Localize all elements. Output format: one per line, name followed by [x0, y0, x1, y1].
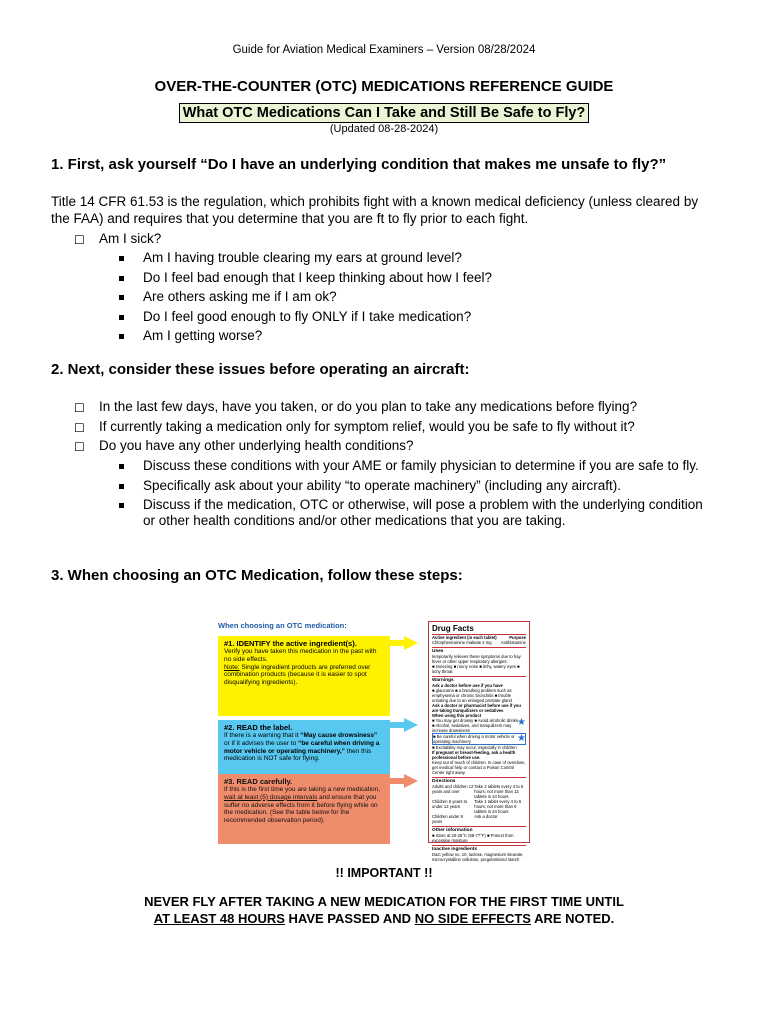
- section1-paragraph: Title 14 CFR 61.53 is the regulation, which prohibits fight with a known medical deficiency (unless cleared by the FAA) and requires that you determine that you are ft to fly prior to each fight.: [51, 194, 699, 226]
- ask-pharmacist: Ask a doctor or pharmacist before use if you are taking tranquilizers or sedatives: [432, 703, 521, 713]
- step1-note-label: Note:: [224, 663, 240, 671]
- square-bullet-icon: [119, 315, 124, 320]
- when-using-item: ■ Alcohol, sedatives, and tranquilizers may increase drowsiness: [432, 723, 512, 733]
- when-using-item: ■ Excitability may occur, especially in children: [432, 745, 517, 750]
- step1-note: Note: Single ingredient products are preferred over combination products (because it is easier to spot disqualifying ingredients).: [224, 663, 371, 687]
- directions-row: Children under 6 years Ask a doctor: [432, 814, 498, 824]
- step1-text: Verify you have taken this medication in the past with no side effects.: [224, 648, 377, 663]
- bullet-item: Am I having trouble clearing my ears at ground level?: [118, 250, 718, 266]
- bullet-item: Discuss these conditions with your AME or family physician to determine if you are safe to fly.: [118, 458, 703, 474]
- warnings-section: Warnings: [432, 676, 526, 683]
- arrow-right-icon: [404, 636, 418, 650]
- drug-facts-label: [428, 621, 530, 862]
- checkbox-icon: ☐: [74, 440, 85, 454]
- section2-bullets: [118, 458, 703, 529]
- pregnant-warning: If pregnant or breast-feeding, ask a health professional before use.: [432, 750, 516, 760]
- step2-title: #2. READ the label.: [224, 723, 293, 732]
- ask-doctor: Ask a doctor before use if you have: [432, 683, 503, 688]
- active-ingredient-row: Active ingredient (in each tablet) Purpose: [432, 635, 526, 640]
- subtitle-box: What OTC Medications Can I Take and Still Be Safe to Fly?: [179, 103, 590, 123]
- otc-steps-figure: [214, 617, 532, 862]
- section3-heading: 3. When choosing an OTC Medication, follow these steps:: [51, 567, 463, 584]
- uses-items: ■ sneezing ■ runny nose ■ itchy, watery eyes ■ itchy throat: [432, 664, 520, 674]
- star-icon: ★: [517, 717, 526, 728]
- checklist-item: ☐ In the last few days, have you taken, or do you plan to take any medications before flying?: [74, 399, 638, 415]
- updated-date: (Updated 08-28-2024): [329, 123, 439, 135]
- square-bullet-icon: [119, 503, 124, 508]
- bullet-item: Am I getting worse?: [118, 328, 718, 344]
- inactive-text: D&C yellow no. 10, lactose, magnesium stearate, microcrystalline cellulose, pregelatinized starch: [432, 852, 524, 862]
- when-using: When using this product: [432, 713, 482, 718]
- keep-out-warning: Keep out of reach of children. In case of overdose, get medical help or contact a Poison Control Center right away.: [432, 760, 526, 775]
- ask-doctor-items: ■ glaucoma ■ a breathing problem such as emphysema or chronic bronchitis ■ trouble urinating due to an enlarged prostate gland: [432, 688, 512, 703]
- section1-bullets: [118, 250, 718, 344]
- other-info-text: ■ Store at 20-25°C (68-77°F) ■ Protect from excessive moisture: [432, 833, 514, 843]
- step2-text: If there is a warning that it “May cause drowsiness” or if it advises the user to “be careful when driving a motor vehicle or operating machinery,” then this medication is NOT safe for flying.: [224, 732, 380, 763]
- checkbox-icon: ☐: [74, 233, 85, 247]
- never-line1: NEVER FLY AFTER TAKING A NEW MEDICATION FOR THE FIRST TIME UNTIL: [144, 894, 624, 909]
- inactive-section: Inactive ingredients: [432, 845, 526, 852]
- when-using-item: ■ You may get drowsy ■ Avoid alcoholic drinks: [432, 718, 518, 723]
- square-bullet-icon: [119, 464, 124, 469]
- uses-text: temporarily relieves these symptoms due to hay fever or other upper respiratory allergies:: [432, 654, 521, 664]
- square-bullet-icon: [119, 334, 124, 339]
- section2-heading: 2. Next, consider these issues before operating an aircraft:: [51, 361, 470, 378]
- bullet-item: Do I feel good enough to fly ONLY if I take medication?: [118, 309, 718, 325]
- directions-row: Children 6 years to under 12 years Take 1 tablet every 4 to 6 hours; not more than 6 tablets in 24 hours: [432, 799, 522, 814]
- arrow-right-icon: [404, 718, 418, 732]
- step3-text: If this is the first time you are taking a new medication, wait at least (5) dosage intervals and ensure that you suffer no adverse effects from it before flying while on the medication. (See the table below for the recommended observation period).: [224, 786, 381, 825]
- uses-section: Uses: [432, 647, 526, 654]
- page-header: Guide for Aviation Medical Examiners – Version 08/28/2024: [232, 44, 536, 56]
- never-line2: AT LEAST 48 HOURS HAVE PASSED AND NO SIDE EFFECTS ARE NOTED.: [153, 911, 615, 926]
- bullet-item: Specifically ask about your ability “to operate machinery” (including any aircraft).: [118, 478, 703, 494]
- important-label: !! IMPORTANT !!: [335, 866, 433, 880]
- square-bullet-icon: [119, 256, 124, 261]
- other-info-section: Other information: [432, 826, 526, 833]
- section1-checklist: [74, 231, 161, 247]
- square-bullet-icon: [119, 276, 124, 281]
- step1-box: [218, 636, 390, 716]
- step3-box: [218, 774, 390, 844]
- star-icon: ★: [517, 733, 526, 744]
- step1-title: #1. IDENTIFY the active ingredient(s).: [224, 639, 357, 648]
- checkbox-icon: ☐: [74, 401, 85, 415]
- subtitle-wrap: [0, 103, 768, 123]
- checkbox-icon: ☐: [74, 420, 85, 435]
- section2-checklist: [74, 399, 714, 454]
- checklist-item: ☐ Am I sick?: [74, 231, 162, 247]
- page-title: OVER-THE-COUNTER (OTC) MEDICATIONS REFERENCE GUIDE: [154, 78, 614, 95]
- square-bullet-icon: [119, 484, 124, 489]
- step3-title: #3. READ carefully.: [224, 777, 293, 786]
- directions-section: Directions: [432, 777, 526, 784]
- figure-title: When choosing an OTC medication:: [218, 621, 347, 630]
- bullet-item: Do I feel bad enough that I keep thinking about how I feel?: [118, 270, 718, 286]
- bullet-item: Discuss if the medication, OTC or otherwise, will pose a problem with the underlying condition or other health conditions and/or other medications that you are taking.: [118, 497, 703, 529]
- active-ingredient-value-row: Chlorpheniramine maleate 2 mg Antihistamine: [432, 640, 526, 645]
- bullet-item: Are others asking me if I am ok?: [118, 289, 718, 305]
- step2-box: [218, 720, 390, 775]
- checklist-item: ☐ If currently taking a medication only for symptom relief, would you be safe to fly without it?: [74, 418, 635, 435]
- when-using-item-highlight: ■ Be careful when driving a motor vehicle or operating machinery: [432, 733, 526, 745]
- checklist-item: ☐ Do you have any other underlying health conditions?: [74, 438, 414, 454]
- square-bullet-icon: [119, 295, 124, 300]
- drug-facts-heading: Drug Facts: [432, 624, 526, 635]
- arrow-right-icon: [404, 774, 418, 788]
- directions-row: Adults and children 12 years and over Take 2 tablets every 4 to 6 hours; not more than 12 tablets in 24 hours: [432, 784, 524, 799]
- never-fly-warning: [0, 893, 768, 927]
- section1-heading: 1. First, ask yourself “Do I have an underlying condition that makes me unsafe to fly?”: [51, 156, 667, 173]
